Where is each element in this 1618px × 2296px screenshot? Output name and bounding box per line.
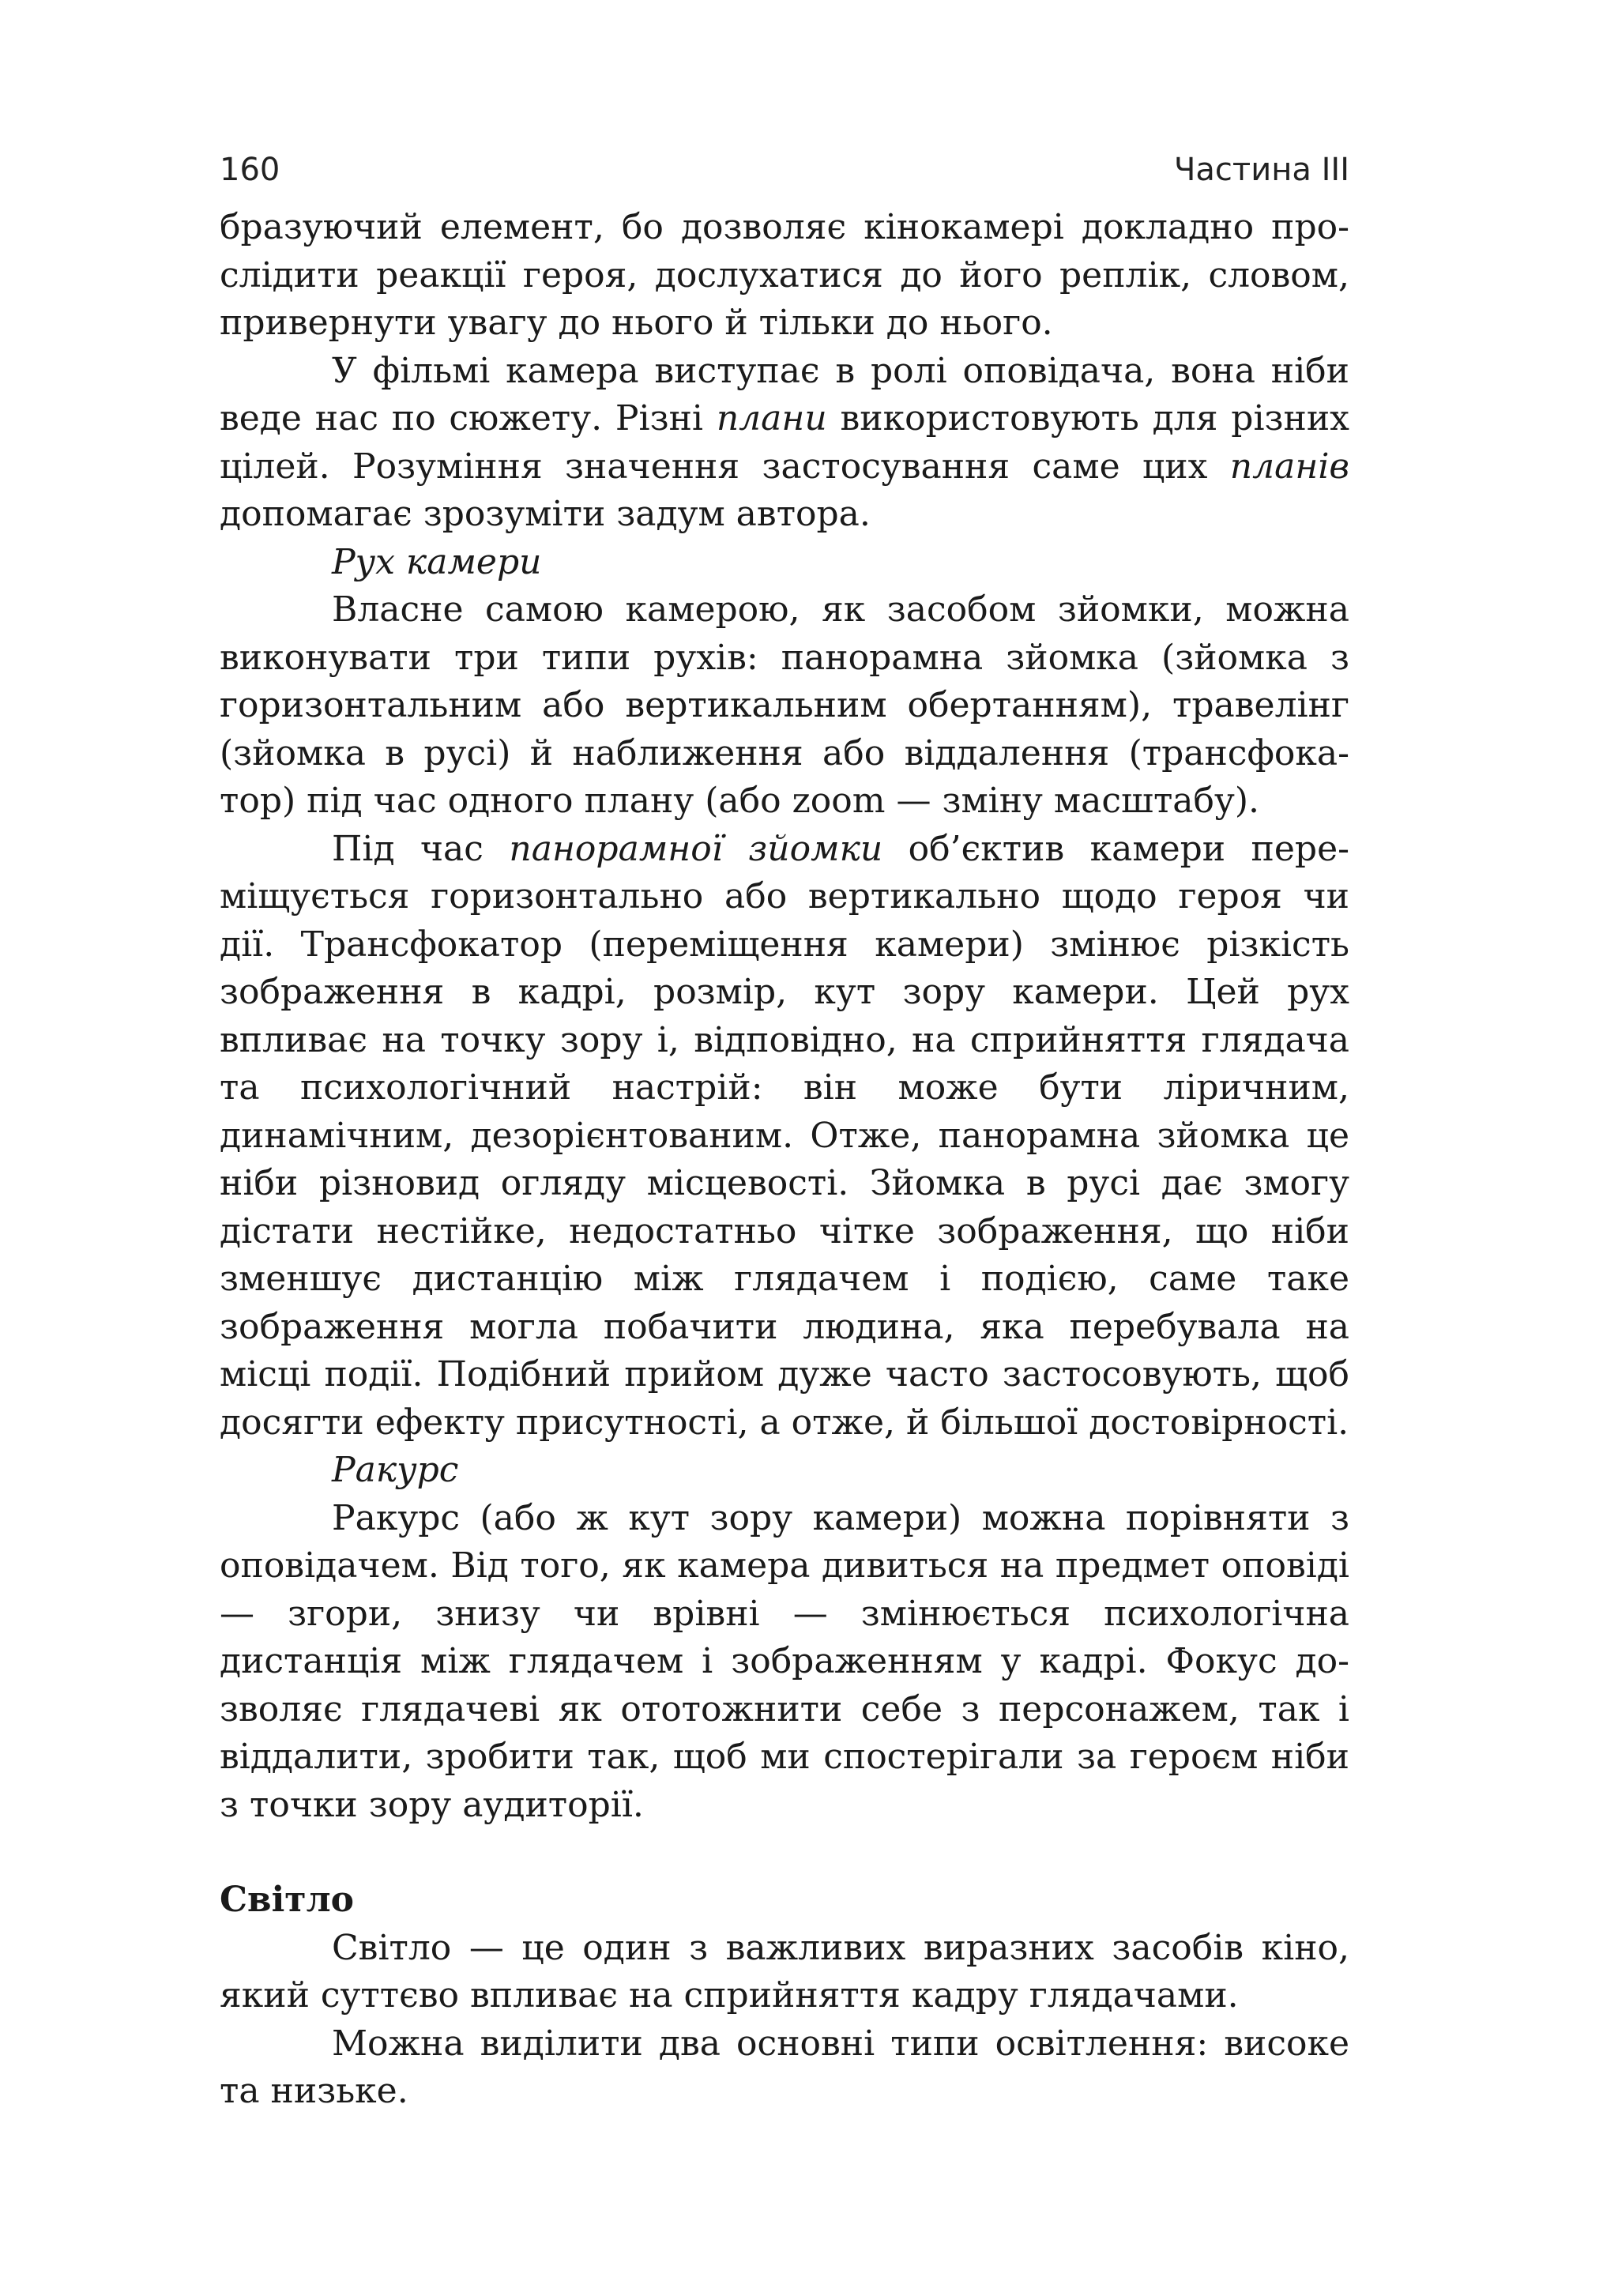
book-page — [220, 147, 1349, 2201]
running-head — [220, 147, 1349, 204]
subheading-angle: Ракурс — [332, 1450, 459, 1490]
paragraph-camera-moves: Власне самою камерою, як засобом зйомки, можна виконувати три типи рухів: панорамна зйомка (зйомка з горизонтальним або вертикальним обертанням), травелінг (зйомка в русі) й наближення або віддалення (трансфокатор) під час одного плану (або zoom — зміну масштабу). — [220, 589, 1349, 821]
text-run: Під час — [332, 828, 510, 869]
part-title: Частина III — [1174, 152, 1349, 188]
text-run: У фільмі камера виступає в ролі оповідача, вона ніби веде нас по сюжету. Різні — [220, 350, 1349, 438]
body-text — [220, 204, 1349, 2116]
emphasis-panorama: панорамної зйомки — [509, 828, 883, 869]
page-number: 160 — [220, 152, 280, 188]
paragraph-camera-narrator — [220, 348, 1349, 539]
text-run: допомагає зрозуміти задум автора. — [220, 494, 871, 534]
paragraph-panorama — [220, 826, 1349, 1447]
text-run: використовують для різних цілей. Розуміння значення застосування саме цих — [220, 398, 1349, 487]
paragraph-continuation: бразуючий елемент, бо дозволяє кінокамері докладно прослідити реакції героя, дослухатися до його реплік, словом, привернути увагу до нього й тільки до нього. — [220, 207, 1349, 343]
section-title-light: Світло — [220, 1880, 354, 1920]
text-run: об’єктив камери переміщується горизонтально або вертикально щодо героя чи дії. Трансфокатор (переміщення камери) змінює різкість зображення в кадрі, розмір, кут зору камери. Цей рух впливає на точку зору і, відповідно, на сприйняття глядача та психологічний настрій: він може бути ліричним, динамічним, дезорієнтованим. Отже, панорамна зйомка це ніби різновид огляду місцевості. Зйомка в русі дає змогу дістати нестійке, недостатньо чітке зображення, що ніби зменшує дистанцію між глядачем і подією, саме таке зображення могла побачити людина, яка перебувала на місці події. Подібний прийом дуже часто застосовують, щоб досягти ефекту присутності, а отже, й більшої достовірності. — [220, 828, 1349, 1443]
paragraph-light-types: Можна виділити два основні типи освітлення: високе та низьке. — [220, 2023, 1349, 2111]
emphasis-plans: плани — [716, 398, 827, 438]
subheading-camera-movement: Рух камери — [332, 541, 542, 582]
paragraph-angle: Ракурс (або ж кут зору камери) можна порівняти з оповідачем. Від того, як камера дивиться на предмет оповіді — згори, знизу чи врівні — змінюється психологічна дистанція між глядачем і зображенням у кадрі. Фокус дозволяє глядачеві як ототожнити себе з персонажем, так і віддалити, зробити так, щоб ми спостерігали за героєм ніби з точки зору аудиторії. — [220, 1497, 1349, 1825]
emphasis-plans-genitive: планів — [1229, 446, 1349, 487]
paragraph-light-intro: Світло — це один з важливих виразних засобів кіно, який суттєво впливає на сприйняття кадру глядачами. — [220, 1927, 1349, 2016]
